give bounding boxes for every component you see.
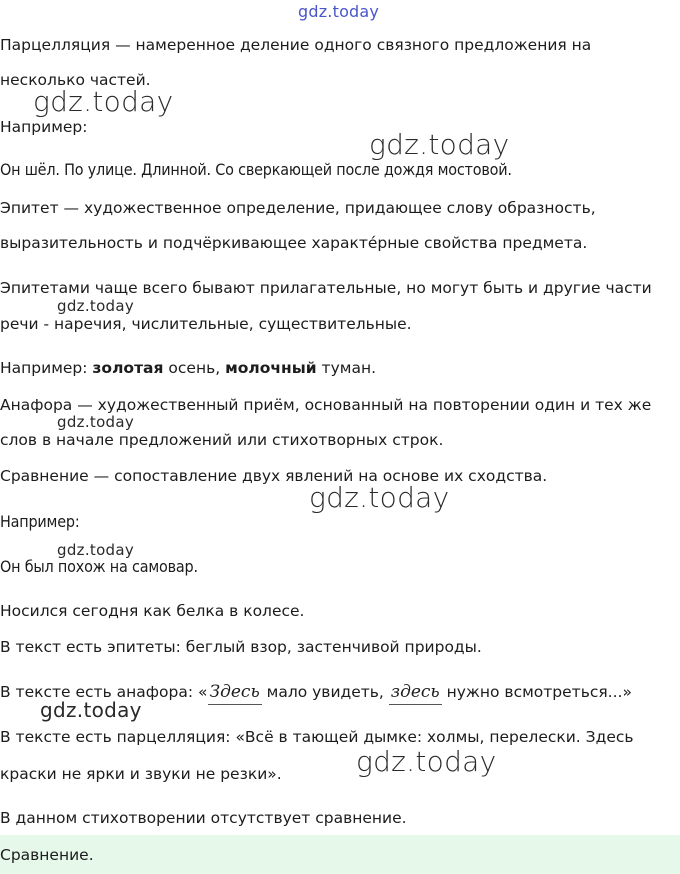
paragraph-line: Например:	[0, 118, 88, 136]
watermark: gdz.today	[40, 698, 142, 722]
paragraph-line: Он шёл. По улице. Длинной. Со сверкающей после дождя мостовой.	[0, 160, 512, 179]
paragraph-line: несколько частей.	[0, 71, 151, 89]
paragraph-line: Носился сегодня как белка в колесе.	[0, 602, 305, 620]
paragraph-line: выразительность и подчёркивающее характе́рные свойства предмета.	[0, 234, 588, 252]
anaphora-suffix: нужно всмотреться...»	[441, 683, 632, 701]
watermark: gdz.today	[356, 745, 497, 778]
watermark: gdz.today	[57, 297, 135, 315]
paragraph-line: Парцелляция — намеренное деление одного связного предложения на	[0, 36, 592, 54]
example-epithets-line	[0, 358, 376, 378]
watermark: gdz.today	[33, 85, 174, 118]
paragraph-line: слов в начале предложений или стихотворных строк.	[0, 431, 444, 449]
example-mid: осень,	[163, 359, 226, 377]
handwritten-word: Здесь	[208, 682, 262, 705]
answer-text: Сравнение.	[0, 846, 94, 864]
handwritten-word: здесь	[389, 682, 442, 705]
anaphora-prefix: В тексте есть анафора: «	[0, 683, 208, 701]
paragraph-line: Он был похож на самовар.	[0, 557, 198, 576]
paragraph-line: Анафора — художественный приём, основанный на повторении один и тех же	[0, 396, 652, 414]
paragraph-line: краски не ярки и звуки не резки».	[0, 765, 282, 783]
example-prefix: Например:	[0, 359, 93, 377]
paragraph-line: речи - наречия, числительные, существительные.	[0, 315, 412, 333]
watermark-top: gdz.today	[298, 2, 380, 21]
paragraph-line: Например:	[0, 512, 80, 531]
answer-box	[0, 835, 680, 874]
paragraph-line: В данном стихотворении отсутствует сравнение.	[0, 809, 407, 827]
paragraph-line: Эпитетами чаще всего бывают прилагательные, но могут быть и другие части	[0, 279, 652, 297]
paragraph-line: В текст есть эпитеты: беглый взор, застенчивой природы.	[0, 638, 482, 656]
epithet-bold: молочный	[225, 359, 317, 377]
epithet-bold: золотая	[92, 359, 164, 377]
watermark: gdz.today	[369, 128, 510, 161]
paragraph-line: В тексте есть парцелляция: «Всё в тающей дымке: холмы, перелески. Здесь	[0, 728, 634, 746]
anaphora-mid: мало увидеть,	[261, 683, 389, 701]
example-suffix: туман.	[316, 359, 377, 377]
watermark: gdz.today	[309, 481, 450, 514]
paragraph-line: Сравнение — сопоставление двух явлений на основе их сходства.	[0, 467, 548, 485]
watermark: gdz.today	[57, 541, 135, 559]
paragraph-line: Эпитет — художественное определение, придающее слову образность,	[0, 199, 596, 217]
watermark: gdz.today	[57, 413, 135, 431]
